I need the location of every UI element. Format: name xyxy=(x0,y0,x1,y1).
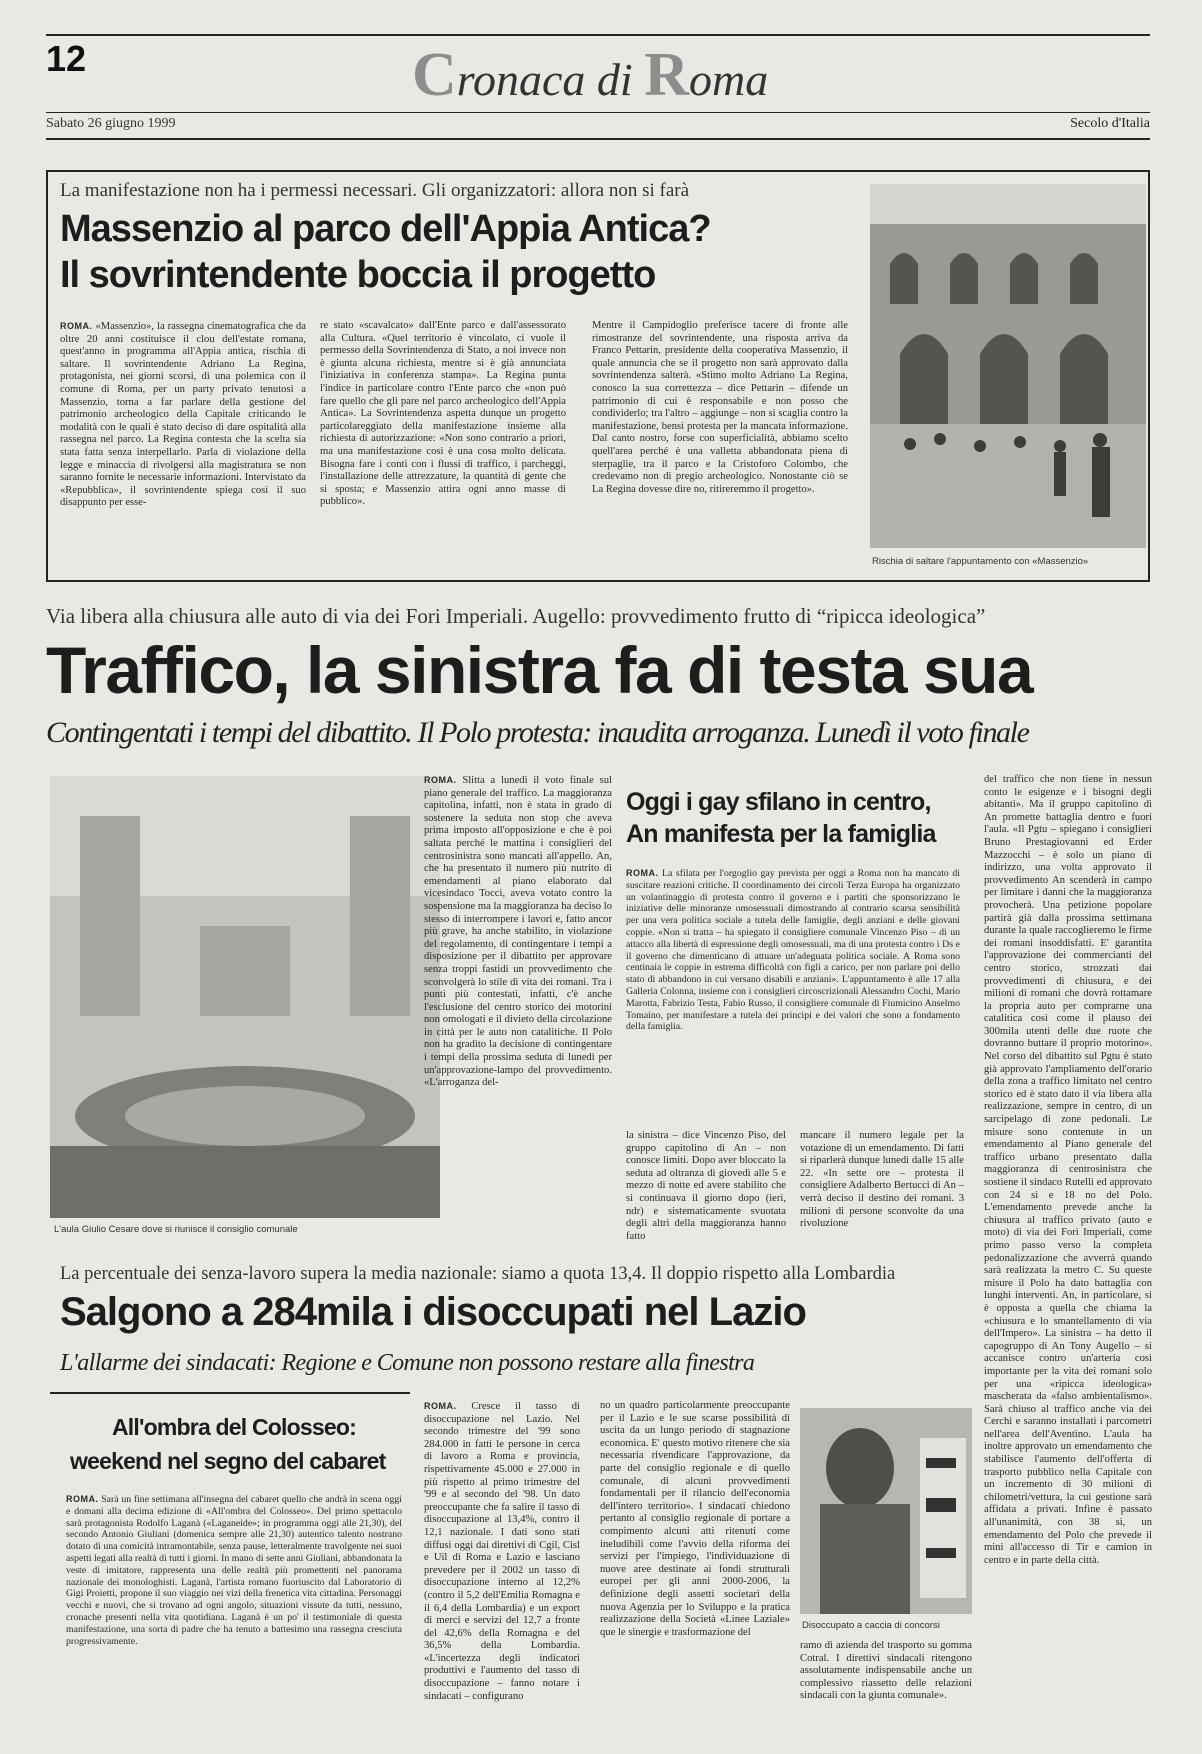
arch-illustration xyxy=(870,184,1146,548)
article4-col1-text: Cresce il tasso di disoccupazione nel Lazio. Nel secondo trimestre del '99 sono 284.000 in fatti le persone in cerca di lavoro a Roma e provincia, rispettivamente 45.000 e 27.000 in più rispetto al primo trimestre del '99 e al secondo del '98. Un dato preoccupante che fa salire il tasso di disoccupazione al 13,4%, contro il 12,1 nazionale. I dati sono stati diffusi oggi dai direttivi di Cgil, Cisl e Uil di Roma e Lazio e lasciano prevedere per il 2002 un tasso di disoccupazione interno al 12,2% (contro il 5,2 dell'Emilia Romagna e il 6,4 della Lombardia) e un export di merci e servizi del 12,7 a fronte del 42,6% della Romagna e del 36,5% della Lombardia. «L'incertezza degli indicatori produttivi e l'aumento del tasso di disoccupazione – fanno notare i sindacati – configurano xyxy=(424,1401,580,1702)
section-title-initial-r: R xyxy=(644,41,689,109)
article5-dateline: ROMA. xyxy=(66,1494,99,1504)
article5-headline-1: All'ombra del Colosseo: xyxy=(112,1414,356,1440)
article3-dateline: ROMA. xyxy=(626,868,659,878)
article3-headline-1: Oggi i gay sfilano in centro, xyxy=(626,788,931,816)
newspaper-name: Secolo d'Italia xyxy=(1070,116,1150,131)
unemployed-illustration xyxy=(800,1408,972,1614)
article2-headline: Traffico, la sinistra fa di testa sua xyxy=(46,633,1033,707)
page-number: 12 xyxy=(46,38,87,79)
article3-headline-2: An manifesta per la famiglia xyxy=(626,820,936,848)
photo-unemployed-caption: Disoccupato a caccia di concorsi xyxy=(802,1620,940,1631)
article2-column-1 xyxy=(424,774,612,1236)
article2-column-3: mancare il numero legale per la votazione di un emendamento. Di fatti si riparlerà dunque lunedì dalle 15 alle 22. «In sette ore – protesta il consigliere Adalberto Bertucci di An – verrà deciso il destino dei romani. 3 milioni di persone sconvolte da una rivoluzione xyxy=(800,1130,964,1230)
photo-unemployed xyxy=(800,1408,972,1614)
article2-column-4: del traffico che non tiene in nessun conto le esigenze e i bisogni degli abitanti». Ma il gruppo capitolino di An promette battaglia dentro e fuori l'aula. «Il Pgtu – spiegano i consiglieri Bruno Prestagiovanni ed Erder Mazzocchi – è solo un piano di indirizzo, una volta approvato il provvedimento An scenderà in campo per limitare i danni che la maggioranza provocherà. Una petizione popolare partirà già dalla prossima settimana durante la quale raccoglieremo le firme dei romani insoddisfatti. E' garantita l'approvazione dei commercianti del centro storico, strozzati dai provvedimenti di chiusura, e dei milioni di romani che dovrà rottamare la propria auto per comprarne una catalitica così come il plauso dei 300mila utenti delle due ruote che dovranno buttare il proprio motorino». Nel corso del dibattito sul Pgtu è stato già approvato l'ampliamento dell'orario della zona a traffico limitato nel centro storico ed è stato dato il via libera alla realizzazione, sempre in centro, di un sarcipelago di zone pedonali. Le misure sono contenute in un emendamento al Piano generale del traffico urbano presentato dalla maggioranza di centrosinistra che sostiene il sindaco Rutelli ed approvato con 24 sì e 18 no del Polo. L'emendamento prevede anche la chiusura al traffico privato (auto e moto) di via dei Fori Imperiali, come primo passo verso la completa pedonalizzazione che avverrà quando sarà realizzata la metro C. Su queste misure il Polo ha dato battaglia con lunghi interventi. An, in particolare, si è opposta a quella che chiama la «chiusura e lo smantellamento di via dell'Impero». La sinistra – ha detto il capogruppo di An Tony Augello – si accanisce contro un'arteria così importante per la vita dei romani solo per una «ripicca ideologica» mascherata da «falso ambientalismo». Sarà chiuso al traffico anche via dei Cerchi e saranno installati i parcometri nell'area dell'Aventino. L'aula ha inoltre approvato un emendamento che stabilisce l'aumento dell'offerta di trasporto pubblico nella Capitale con un incremento di 30 milioni di chilometri/vettura, la cui gestione sarà affidata a privati. Infine è passato all'unanimità, con 38 sì, un emendamento del Polo che prevede il mini all'accesso di Tir e camion in centro e in parte della città. xyxy=(984,774,1152,1566)
article4-column-3: ramo di azienda del trasporto su gomma Cotral. I direttivi sindacali ritengono assolutamente indispensabile anche un complessivo riassetto delle relazioni sindacali con la giunta comunale». xyxy=(800,1640,972,1702)
article4-kicker: La percentuale dei senza-lavoro supera la media nazionale: siamo a quota 13,4. Il doppio rispetto alla Lombardia xyxy=(60,1264,896,1284)
section-title-part: ronaca di xyxy=(456,54,645,105)
photo-council-hall xyxy=(50,776,440,1218)
masthead-rule xyxy=(46,112,1150,113)
article4-subhead: L'allarme dei sindacati: Regione e Comune non possono restare alla finestra xyxy=(60,1350,755,1376)
article1-kicker: La manifestazione non ha i permessi necessari. Gli organizzatori: allora non si farà xyxy=(60,180,690,201)
article5-body xyxy=(66,1494,402,1740)
council-hall-illustration xyxy=(50,776,440,1218)
section-title-end: oma xyxy=(688,54,769,105)
article4-column-2: no un quadro particolarmente preoccupante per il Lazio e le sue scarse possibilità di uscita da un lungo periodo di stagnazione economica. E' questo motivo ritenere che sia necessaria rivendicare l'approvazione, da parte del consiglio regionale e di quello comunale, di alcuni provvedimenti fondamentali per il rilancio dell'economia dell'intero territorio». I sindacati chiedono pertanto al consiglio regionale di portare a compimento alcuni atti ritenuti come ineludibili come l'avvio della riforma dei servizi per l'impiego, l'individuazione di nuove aree destinate ai fondi strutturali europei per gli anni 2000-2006, la definizione degli assetti societari della nuova Agenzia per lo Sviluppo e la pratica realizzazione della Società «Linee Laziale» que le sinergie e trasformazione del xyxy=(600,1400,790,1638)
article5-body-text: Sarà un fine settimana all'insegna del cabaret quello che andrà in scena oggi e domani alla decima edizione di «All'ombra del Colosseo». Del primo spettacolo sarà protagonista Rodolfo Laganà («Laganeide»; in programma oggi alle 21,30), del secondo Antonio Giuliani (domenica sempre alle 21,30) autentico talento nostrano dotato di una comicità intramontabile, senza pause, letteralmente travolgente nei suoi aspetti legati alla realtà di tutti i giorni. In mano di sette anni Giuliani, abbandonata la veste di imitatore, rappresenta una delle realtà più promettenti nel panorama nazionale dei monologhisti. Laganà, l'artista romano fuoriuscito dal Laboratorio di Gigi Proietti, propone il suo viaggio nei vizi della frenetica vita cittadina. Personaggi vecchi e nuovi, che si trovano ad ogni angolo, situazioni vissute da tutti, nessuno, cronache presenti nella vita quotidiana. Laganà è un po' il testimoniale di questa manifestazione, una sorta di padre che ha tenuto a battesimo una rassegna cresciuta progressivamente. xyxy=(66,1494,402,1647)
article1-dateline: ROMA. xyxy=(60,321,93,331)
article3-body xyxy=(626,868,960,1094)
article1-column-1 xyxy=(60,320,306,570)
article1-col1-text: «Massenzio», la rassegna cinematografica che da oltre 20 anni costituisce il clou dell'estate romana, quest'anno in programma all'Appia antica, rischia di saltare. Il sovrintendente Adriano La Regina, protagonista, nei giorni scorsi, di una polemica con il comune di Roma, per un party privato tenutosi a Massenzio, torna a far parlare della gestione del patrimonio archeologico della Capitale criticando le modalità con le quali è stato deciso di dare ospitalità alla rassegna nel parco. La Regina contesta che la scelta sia stata fatta senza interpellarlo. Parla di violazione della legge e minaccia di rivolgersi alla magistratura se non saranno fornite le necessarie informazioni. Intervistato da «Repubblica», il sovrintendente spiega così il suo disappunto per esse- xyxy=(60,321,306,509)
section-title xyxy=(412,40,768,111)
article5-headline-2: weekend nel segno del cabaret xyxy=(70,1448,386,1474)
article1-headline-1: Massenzio al parco dell'Appia Antica? xyxy=(60,208,711,250)
article2-subhead: Contingentati i tempi del dibattito. Il Polo protesta: inaudita arroganza. Lunedì il voto finale xyxy=(46,716,1029,749)
article2-kicker: Via libera alla chiusura alle auto di via dei Fori Imperiali. Augello: provvedimento frutto di “ripicca ideologica” xyxy=(46,604,986,628)
article4-headline: Salgono a 284mila i disoccupati nel Lazio xyxy=(60,1290,806,1334)
top-rule xyxy=(46,34,1150,36)
article4-dateline: ROMA. xyxy=(424,1401,457,1411)
masthead-bottom-rule xyxy=(46,138,1150,140)
article2-column-2: la sinistra – dice Vincenzo Piso, del gruppo capitolino di An – non conosce limiti. Dopo aver bloccato la seduta ad oltranza di giovedì alle 5 e mezzo di notte ed avere stabilito che si continuava il giorno dopo (ieri, ndr) e sistematicamente svuotata degli altri della maggioranza hanno fatto xyxy=(626,1130,786,1242)
article2-dateline: ROMA. xyxy=(424,775,457,785)
photo-massenzio xyxy=(870,184,1146,548)
photo-council-hall-caption: L'aula Giulio Cesare dove si riunisce il consiglio comunale xyxy=(54,1224,298,1235)
section-title-initial-c: C xyxy=(412,41,457,109)
article1-column-3: Mentre il Campidoglio preferisce tacere di fronte alle rimostranze del sovrintendente, una risposta arriva da Franco Pettarin, presidente della cooperativa Massenzio, il quale annuncia che se il progetto non sarà approvato dalla sovrintendenza salterà. «Stimo molto Adriano La Regina, conosco la sua correttezza – dice Pettarin – difende un patrimonio di cui è responsabile e non posso che condividerlo; tra l'altro – aggiunge – non si scaglia contro la manifestazione, bensì protesta per la mancata informazione. Dal canto nostro, forse con superficialità, abbiamo scelto quell'area perché è una valletta abbandonata piena di sterpaglie, tra il parco e la Cristoforo Colombo, che credevamo non di pregio archeologico. Nonostante ciò se La Regina dovesse dire no, ritireremmo il progetto». xyxy=(592,320,848,495)
article3-body-text: La sfilata per l'orgoglio gay prevista per oggi a Roma non ha mancato di suscitare reazioni critiche. Il coordinamento dei circoli Terza Europa ha organizzato un volantinaggio di protesta contro il governo e i partiti che sponsorizzano le iniziative delle minoranze omosessuali dimostrando al contrario scarsa sensibilità per una vera politica sociale a tutela delle famiglie, degli anziani e delle giovani coppie. «Non si tratta – ha spiegato il consigliere comunale Vincenzo Piso – di un attacco alla libertà di espressione degli omosessuali, ma di una protesta contro i Ds e il governo che dimenticano di attuare un'adeguata politica sociale. A Roma sono centinaia le coppie in estrema difficoltà con figli a carico, per non parlare poi dello stato di abbandono in cui versano disabili e anziani». L'appuntamento è alle 17 alla Galleria Colonna, insieme con i consiglieri circoscrizionali Alessandro Cochi, Mario Marotta, Fabrizio Testa, Fabio Russo, il consigliere comunale di Fiumicino Anselmo Tomaino, per manifestare a tutela dei principi e dei valori che sono a fondamento della famiglia. xyxy=(626,868,960,1033)
article4-column-1 xyxy=(424,1400,580,1740)
article1-headline-2: Il sovrintendente boccia il progetto xyxy=(60,254,656,296)
photo-massenzio-caption: Rischia di saltare l'appuntamento con «Massenzio» xyxy=(872,556,1089,567)
issue-date: Sabato 26 giugno 1999 xyxy=(46,116,176,131)
article1-column-2: re stato «scavalcato» dall'Ente parco e dall'assessorato alla Cultura. «Quel territorio è vincolato, ci vuole il permesso della Sovrintendenza di Stato, a noi invece non è giunta alcuna richiesta, mentre si è già annunciata l'iniziativa in conferenza stampa». La Regina punta l'indice in particolare contro l'Ente parco che «non può fare quello che gli pare nel parco archeologico dell'Appia Antica». La Sovrintendenza aspetta dunque un progetto particolareggiato della manifestazione insieme alla richiesta di autorizzazione: «Non sono contrario a priori, ma una manifestazione così è una cosa molto delicata. Bisogna fare i conti con i flussi di traffico, i parcheggi, l'installazione delle attrezzature, la quantità di gente che si sposta; e Massenzio attira ogni anno masse di pubblico». xyxy=(320,320,566,508)
article2-col1-text: Slitta a lunedì il voto finale sul piano generale del traffico. La maggioranza capitolina, infatti, non è stata in grado di sostenere la seduta non stop che aveva prima imposto all'opposizione e che è poi saltata perché le mattina i consiglieri del centrosinistra sono mancati all'appello. An, che ha presentato il numero più nutrito di emendamenti al piano elaborato dal vicesindaco Tocci, aveva votato contro la sospensione ma la maggioranza ha deciso lo stesso di interrompere i lavori e, fatto ancor più grave, ha anche stabilito, in violazione del regolamento, di contingentare i tempi a disposizione per il dibattito per approvare senza troppi fastidi un provvedimento che sconvolgerà lo stile di vita dei romani. Tra i punti più contestati, infatti, c'è anche l'esclusione del centro storico dei motorini non omologati e il divieto della circolazione in città per le auto non catalitiche. Il Polo non ha gradito la decisione di contingentare i tempi della prossima seduta di lunedì per un'approvazione-lampo del provvedimento. «L'arroganza del- xyxy=(424,775,612,1089)
